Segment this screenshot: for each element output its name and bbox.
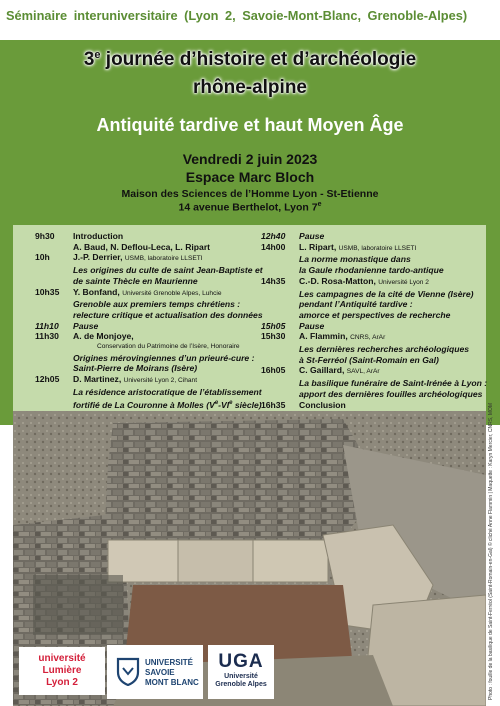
event-venue: Espace Marc Bloch <box>185 169 315 185</box>
program-entry: 10h J.-P. Derrier, USMB, laboratoire LLSETI Les origines du culte de saint Jean-Baptiste et de sainte Thècle en Maurienne <box>35 252 263 286</box>
program-entry: 14h00 L. Ripart, USMB, laboratoire LLSETI La norme monastique dans la Gaule rhodanienne tardo-antique <box>261 241 444 276</box>
program-panel <box>13 225 486 411</box>
program-column-afternoon <box>261 231 491 410</box>
program-entry: 15h05 Pause <box>261 320 325 331</box>
event-date: Vendredi 2 juin 2023 <box>182 151 318 167</box>
event-subtitle: Antiquité tardive et haut Moyen Âge <box>96 115 404 135</box>
usmb-logo: UNIVERSITÉ SAVOIE MONT BLANC <box>107 645 203 699</box>
program-entry: 9h30 Introduction A. Baud, N. Deflou-Leca, L. Ripart <box>35 231 211 252</box>
program-entry: 14h35 C.-D. Rosa-Matton, Université Lyon 2 Les campagnes de la cité de Vienne (Isère) pendant l’Antiquité tardive : amorce et perspectives de recherche <box>261 275 474 320</box>
partner-logos <box>0 640 500 706</box>
event-title-line2: rhône-alpine <box>192 77 307 98</box>
program-entry: 10h35 Y. Bonfand, Université Grenoble Alpes, Luhcie Grenoble aux premiers temps chrétiens : relecture critique et actualisation des données <box>35 286 263 320</box>
photo-credit: Photo : fouille de la basilique de Saint-Ferréol (Saint-Romain-en-Gal) © cliché Anne Flammin | Maquette : Karyn Mercier, CNRS, MOM <box>488 402 494 700</box>
program-entry: 11h10 Pause <box>35 320 99 331</box>
program-entry: 15h30 A. Flammin, CNRS, ArAr Les dernières recherches archéologiques à St-Ferréol (Saint-Romain en Gal) <box>261 331 470 365</box>
usmb-shield-icon <box>115 656 141 686</box>
event-address-line1: Maison des Sciences de l’Homme Lyon - St-Etienne <box>121 188 379 200</box>
lyon2-logo: université Lumière Lyon 2 <box>19 647 105 695</box>
program-entry: 12h40 Pause <box>261 231 325 241</box>
event-title-line1: 3e journée d’histoire et d’archéologie <box>83 49 417 70</box>
event-address-line2: 14 avenue Berthelot, Lyon 7e <box>178 201 322 214</box>
program-entry: 16h05 C. Gaillard, SAVL, ArAr La basilique funéraire de Saint-Irénée à Lyon : apport des dernières fouilles archéologiques <box>261 365 488 399</box>
program-entry: 12h05 D. Martinez, Université Lyon 2, Cihant La résidence aristocratique de l’établissement fortifié de La Couronne à Molles (Ve-VIe siècle) <box>35 374 262 410</box>
program-entry: 16h35 Conclusion <box>261 399 346 410</box>
header-bar <box>0 0 500 40</box>
program-entry: 11h30 A. de Monjoye, Conservation du Patrimoine de l’Isère, Honoraire Origines mérovingiennes d’un prieuré-cure : Saint-Pierre de Moirans (Isère) <box>35 331 255 374</box>
uga-logo: UGA Université Grenoble Alpes <box>208 645 274 699</box>
program-column-morning <box>35 231 265 410</box>
seminar-heading: Séminaire interuniversitaire (Lyon 2, Savoie-Mont-Blanc, Grenoble-Alpes) <box>6 8 468 23</box>
